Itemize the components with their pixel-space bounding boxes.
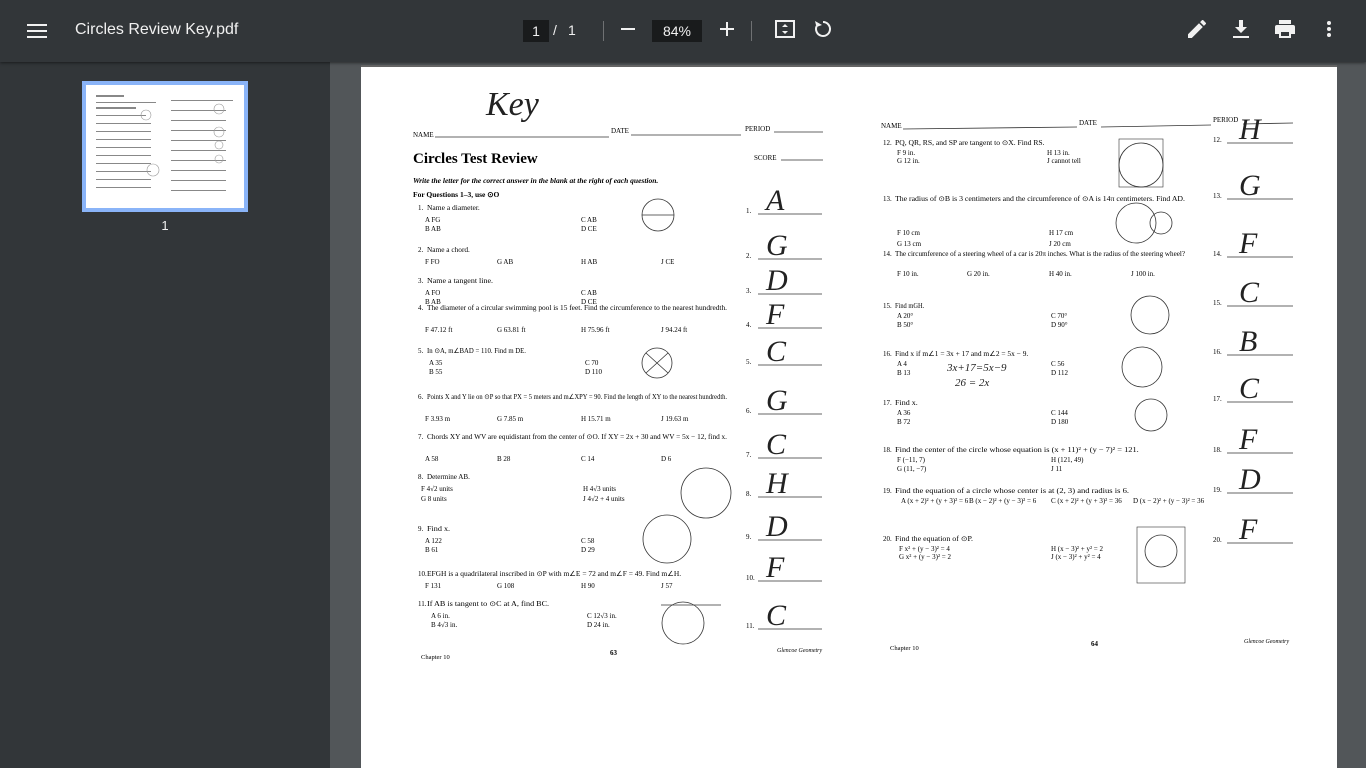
menu-icon[interactable] [19,13,55,49]
question-number: 13. [883,195,892,203]
date-label: DATE [611,127,629,135]
answer-option: F (−11, 7) [897,456,925,464]
toolbar-divider [751,21,752,41]
print-icon [1275,20,1295,43]
question-text: Find mGH. [895,302,925,310]
answer-number: 12. [1213,136,1222,144]
answer-option: C 58 [581,537,595,545]
diagram-circle-x [1119,143,1163,187]
handwritten-answer: D [766,510,788,543]
answer-number: 3. [746,287,752,295]
answer-option: B 61 [425,546,439,554]
answer-option: H AB [581,258,598,266]
answer-option: G x² + (y − 3)² = 2 [899,553,952,561]
download-icon [1233,20,1249,43]
fit-page-button[interactable] [767,13,803,49]
answer-option: B 28 [497,455,511,463]
question-text: If AB is tangent to ⊙C at A, find BC. [427,600,550,608]
question-text: PQ, QR, RS, and SP are tangent to ⊙X. Find RS. [895,139,1045,147]
answer-number: 17. [1213,395,1222,403]
page-total: 1 [568,22,576,38]
question-number: 7. [418,433,424,441]
answer-option: A 6 in. [431,612,450,620]
answer-option: B AB [425,225,441,233]
answer-option: F 10 in. [897,270,919,278]
answer-option: G 108 [497,582,515,590]
question-number: 10. [418,570,427,578]
answer-option: H 17 cm [1049,229,1074,237]
answer-option: B 4√3 in. [431,621,458,629]
handwritten-answer: H [766,467,788,500]
question-text: Name a chord. [427,246,471,254]
answer-number: 14. [1213,250,1222,258]
answer-option: J 94.24 ft [661,326,688,334]
answer-option: D 112 [1051,369,1069,377]
question-number: 15. [883,302,892,310]
answer-option: J CE [661,258,675,266]
question-text: Determine AB. [427,473,471,481]
diagram-circle-angles [1122,347,1162,387]
question-number: 9. [418,525,424,533]
zoom-input[interactable]: 84% [652,20,702,42]
answer-option: F 9 in. [897,149,916,157]
question-text: The circumference of a steering wheel of a car is 20π inches. What is the radius of the steering wheel? [895,250,1185,258]
question-number: 4. [418,304,424,312]
diagram-grid [1137,527,1185,583]
answer-option: A 35 [429,359,443,367]
answer-number: 16. [1213,348,1222,356]
page-number-input[interactable]: 1 [523,20,549,42]
answer-option: C 14 [581,455,595,463]
footer-page-number: 64 [1091,640,1098,648]
handwritten-answer: B [1239,325,1258,358]
answer-option: C (x + 2)² + (y + 3)² = 36 [1051,497,1122,505]
question-text: In ⊙A, m∠BAD = 110. Find m DE. [427,347,527,355]
question-text: EFGH is a quadrilateral inscribed in ⊙P with m∠E = 72 and m∠F = 49. Find m∠H. [427,570,682,578]
handwritten-answer: F [766,298,785,331]
answer-option: J (x − 3)² + y² = 4 [1051,553,1101,561]
answer-option: G 8 units [421,495,447,503]
answer-number: 13. [1213,192,1222,200]
footer-book: Glencoe Geometry [777,648,823,654]
question-number: 2. [418,246,424,254]
document-viewer [330,62,1366,768]
question-text: Find x. [895,399,919,407]
answer-option: G AB [497,258,514,266]
answer-number: 8. [746,490,752,498]
score-label: SCORE [754,154,777,162]
name-label: NAME [881,122,902,130]
more-vert-icon [1327,21,1331,42]
handwritten-work: 26 = 2x [955,377,990,389]
answer-option: B 50° [897,321,914,329]
diagram-circle-tangent [662,602,704,644]
answer-option: A FO [425,289,441,297]
more-options-button[interactable] [1311,13,1347,49]
instructions-text: Write the letter for the correct answer in the blank at the right of each question. [413,176,659,185]
answer-option: C 70° [1051,312,1068,320]
answer-option: D 24 in. [587,621,610,629]
answer-option: B 13 [897,369,911,377]
handwritten-answer: F [766,551,785,584]
footer-book: Glencoe Geometry [1244,639,1290,645]
handwritten-work: 3x+17=5x−9 [947,362,1007,374]
diagram-circle-ab [681,468,731,518]
answer-option: J cannot tell [1047,157,1081,165]
question-text: Chords XY and WV are equidistant from the center of ⊙O. If XY = 2x + 30 and WV = 5x − 12, find x. [427,433,728,441]
answer-option: J 19.63 m [661,415,689,423]
answer-option: F 10 cm [897,229,920,237]
answer-option: F 4√2 units [421,485,453,493]
zoom-in-button[interactable] [709,13,745,49]
answer-option: B 72 [897,418,911,426]
handwritten-answer: G [766,384,788,417]
question-text: Name a diameter. [427,204,481,212]
question-number: 20. [883,535,892,543]
diagram-circle-x [643,515,691,563]
answer-option: H (121, 49) [1051,456,1084,464]
answer-option: D 110 [585,368,603,376]
answer-option: B AB [425,298,441,306]
answer-option: B 55 [429,368,443,376]
thumbnail-page-number: 1 [161,218,169,233]
answer-number: 1. [746,207,752,215]
answer-number: 19. [1213,486,1222,494]
answer-option: F FO [425,258,440,266]
question-text: The radius of ⊙B is 3 centimeters and the circumference of ⊙A is 14π centimeters. Find AD. [895,195,1186,203]
answer-option: C 144 [1051,409,1068,417]
answer-option: J 57 [661,582,673,590]
period-label: PERIOD [745,125,771,133]
question-text: Find x. [427,525,451,533]
date-blank [1101,125,1211,127]
question-number: 16. [883,350,892,358]
footer-chapter: Chapter 10 [890,645,919,652]
answer-number: 11. [746,622,755,630]
answer-option: J 11 [1051,465,1063,473]
answer-number: 5. [746,358,752,366]
question-text: Find the equation of ⊙P. [895,535,974,543]
answer-option: H 40 in. [1049,270,1072,278]
group-intro-text: For Questions 1–3, use ⊙O [413,190,500,199]
question-text: Find the center of the circle whose equation is (x + 11)² + (y − 7)² = 121. [895,446,1140,454]
handwritten-answer: A [766,184,785,217]
answer-option: A FG [425,216,441,224]
question-number: 5. [418,347,424,355]
pencil-icon [1188,20,1206,43]
answer-number: 4. [746,321,752,329]
handwritten-answer: C [766,428,787,461]
period-label: PERIOD [1213,116,1239,124]
answer-option: D CE [581,298,597,306]
answer-option: G 12 in. [897,157,920,165]
handwritten-answer: G [766,229,788,262]
answer-option: J 20 cm [1049,240,1071,248]
answer-number: 10. [746,574,755,582]
question-number: 19. [883,487,892,495]
answer-option: C 12√3 in. [587,612,617,620]
answer-number: 9. [746,533,752,541]
answer-option: F 3.93 m [425,415,451,423]
question-number: 3. [418,277,424,285]
page-separator: / [553,22,557,38]
rotate-icon [813,19,833,44]
answer-option: H 13 in. [1047,149,1070,157]
pdf-toolbar [0,0,1366,62]
handwritten-answer: C [1239,276,1260,309]
handwritten-answer: F [1239,423,1258,456]
question-number: 8. [418,473,424,481]
handwritten-key: Key [486,86,539,123]
question-number: 18. [883,446,892,454]
question-text: Find the equation of a circle whose center is at (2, 3) and radius is 6. [895,487,1130,495]
print-button[interactable] [1267,13,1303,49]
question-text: Find x if m∠1 = 3x + 17 and m∠2 = 5x − 9. [895,350,1029,358]
minus-icon [621,22,635,41]
answer-option: G 13 cm [897,240,922,248]
handwritten-answer: C [766,599,787,632]
answer-option: G 63.81 ft [497,326,526,334]
answer-option: C AB [581,289,597,297]
diagram-circle-gh [1131,296,1169,334]
date-label: DATE [1079,119,1097,127]
pdf-page-content [361,65,1337,768]
question-text: Points X and Y lie on ⊙P so that PX = 5 meters and m∠XPY = 90. Find the length of XY to the nearest hundredth. [427,393,728,401]
page-thumbnail[interactable] [82,81,248,212]
answer-option: A 4 [897,360,907,368]
handwritten-answer: C [1239,372,1260,405]
handwritten-answer: D [766,264,788,297]
answer-option: G 20 in. [967,270,990,278]
diagram-circle-72 [1135,399,1167,431]
handwritten-answer: F [1239,227,1258,260]
answer-option: B (x − 2)² + (y − 3)² = 6 [969,497,1037,505]
worksheet-heading: Circles Test Review [413,151,538,167]
plus-icon [720,22,734,41]
question-number: 12. [883,139,892,147]
handwritten-answer: F [1239,513,1258,546]
answer-number: 20. [1213,536,1222,544]
download-button[interactable] [1223,13,1259,49]
answer-option: C 70 [585,359,599,367]
answer-number: 2. [746,252,752,260]
footer-page-number: 63 [610,649,617,657]
answer-option: A 58 [425,455,439,463]
answer-number: 18. [1213,446,1222,454]
question-number: 6. [418,393,424,401]
name-label: NAME [413,131,434,139]
answer-option: A 122 [425,537,442,545]
answer-option: C AB [581,216,597,224]
rotate-button[interactable] [805,13,841,49]
answer-option: D 90° [1051,321,1068,329]
question-number: 14. [883,250,892,258]
answer-option: D 29 [581,546,595,554]
answer-option: D (x − 2)² + (y − 3)² = 36 [1133,497,1205,505]
diagram-circle-b [1150,212,1172,234]
answer-option: J 100 in. [1131,270,1155,278]
answer-option: D 6 [661,455,672,463]
answer-option: A 20° [897,312,914,320]
answer-option: H 4√3 units [583,485,617,493]
question-text: The diameter of a circular swimming pool is 15 feet. Find the circumference to the nearest hundredth. [427,304,728,312]
answer-option: D CE [581,225,597,233]
diagram-tangent-quad [1119,139,1163,187]
pdf-page [361,65,1337,768]
answer-number: 15. [1213,299,1222,307]
diagram-circle-p [1145,535,1177,567]
question-text: Name a tangent line. [427,277,494,285]
question-number: 17. [883,399,892,407]
answer-option: F 131 [425,582,442,590]
handwritten-answer: H [1239,113,1261,146]
answer-option: F x² + (y − 3)² = 4 [899,545,950,553]
handwritten-answer: G [1239,169,1261,202]
answer-option: D 180 [1051,418,1069,426]
fit-page-icon [775,19,795,44]
document-title: Circles Review Key.pdf [75,21,239,38]
answer-option: G (11, −7) [897,465,927,473]
name-blank [903,127,1077,129]
answer-option: H 90 [581,582,595,590]
answer-option: C 56 [1051,360,1065,368]
toolbar-divider [603,21,604,41]
answer-option: H 75.96 ft [581,326,610,334]
answer-option: A (x + 2)² + (y + 3)² = 6 [901,497,969,505]
footer-chapter: Chapter 10 [421,654,450,661]
handwritten-answer: C [766,335,787,368]
question-number: 1. [418,204,424,212]
zoom-out-button[interactable] [610,13,646,49]
answer-option: G 7.85 m [497,415,524,423]
annotate-button[interactable] [1179,13,1215,49]
question-number: 11. [418,600,427,608]
answer-option: H 15.71 m [581,415,611,423]
answer-number: 6. [746,407,752,415]
answer-number: 7. [746,451,752,459]
answer-option: A 36 [897,409,911,417]
handwritten-answer: D [1239,463,1261,496]
answer-option: J 4√2 + 4 units [583,495,625,503]
answer-option: F 47.12 ft [425,326,453,334]
answer-option: H (x − 3)² + y² = 2 [1051,545,1104,553]
